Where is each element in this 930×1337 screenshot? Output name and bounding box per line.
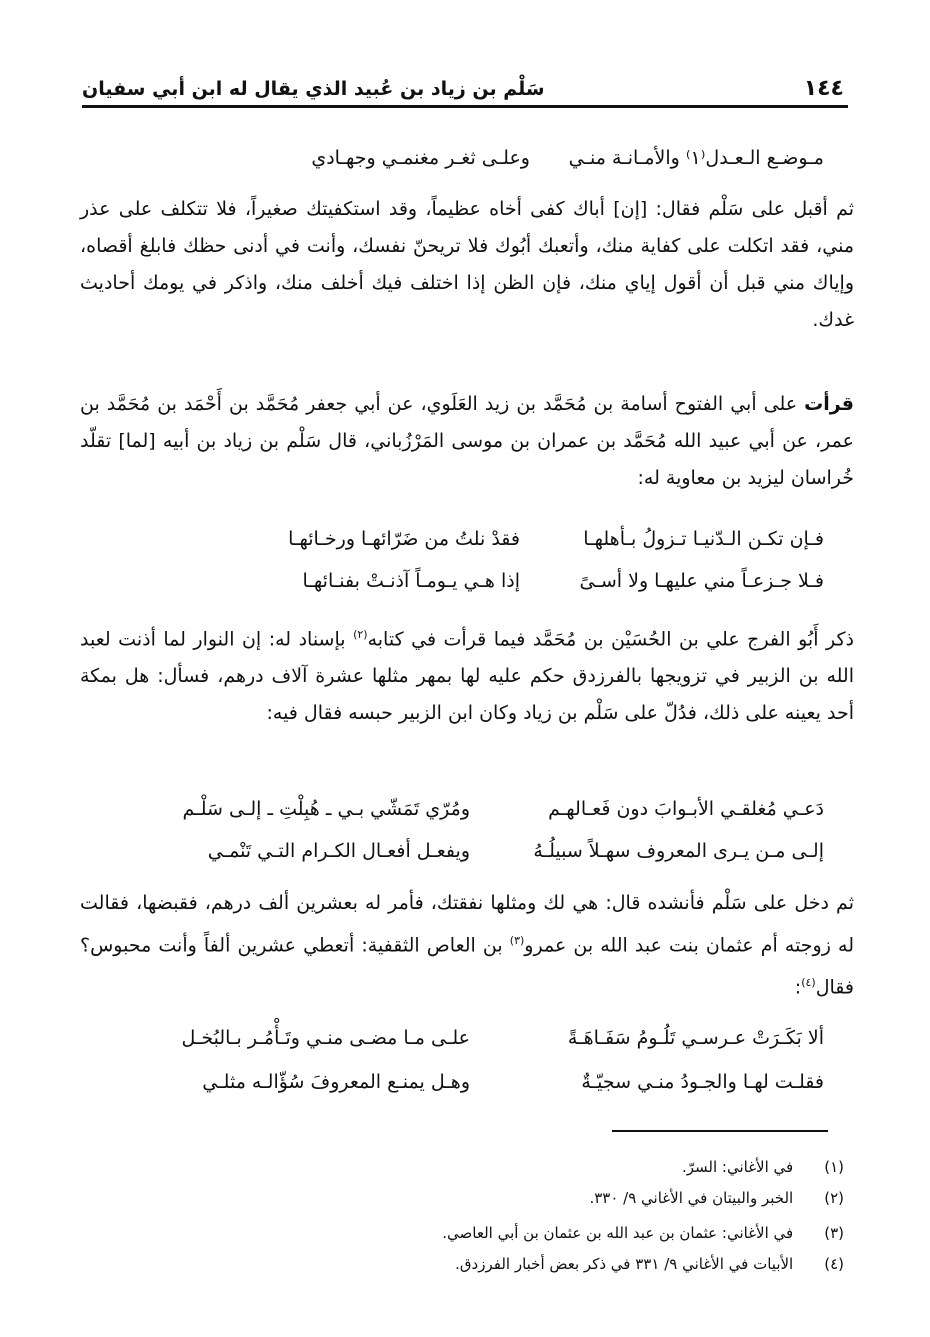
footnote-number: (٣) — [824, 1224, 844, 1242]
footnote-number: (٤) — [824, 1255, 844, 1273]
footnote — [340, 1219, 844, 1247]
footnote-text: الخبر والبيتان في الأغاني ٩/ ٣٣٠. — [589, 1189, 794, 1207]
running-title: سَلْم بن زياد بن عُبيد الذي يقال له ابن أبي سفيان — [82, 78, 545, 100]
footnote-text: في الأغاني: عثمان بن عبد الله بن عثمان بن أبي العاصي. — [442, 1224, 794, 1242]
page-number: ١٤٤ — [803, 76, 844, 101]
paragraph — [80, 885, 854, 1007]
paragraph-text: على أبي الفتوح أسامة بن مُحَمَّد بن زيد العَلَوي، عن أبي جعفر مُحَمَّد بن أَحْمَد بن مُحَمَّد بن عمر، عن أبي عبيد الله مُحَمَّد بن عمران بن موسى المَرْزُباني، قال سَلْم بن زياد بن أبيه [لما] تقلّد خُراسان ليزيد بن معاوية له: — [80, 393, 854, 489]
footnote-text: الأبيات في الأغاني ٩/ ٣٣١ في ذكر بعض أخبار الفرزدق. — [455, 1255, 794, 1273]
verse-line — [80, 1064, 854, 1101]
verse-hemistich-second: علـى مـا مضـى منـي وتَـأْمُـر بـالبُخـل — [181, 1027, 470, 1049]
verse-hemistich-first: مـوضـع الـعـدل⁽١⁾ والأمـانـة منـي — [568, 147, 824, 169]
verse-hemistich-second: ومُرّي تَمَشّي بـي ـ هُبِلْتِ ـ إلـى سَلْـم — [182, 798, 470, 820]
verse-line — [80, 521, 854, 558]
verse-hemistich-first: فـإن تكـن الـدّنيـا تـزولُ بـأهلهـا — [583, 528, 824, 550]
paragraph-text: بن العاص الثقفية: أتعطي عشرين ألفاً وأنت محبوس؟ فقال — [80, 934, 854, 999]
footnote — [340, 1153, 844, 1181]
footnote-text: في الأغاني: السرّ. — [681, 1158, 794, 1176]
footnote-ref: (٢) — [353, 628, 368, 641]
footnote — [340, 1250, 844, 1278]
footnote-number: (١) — [824, 1158, 844, 1176]
verse-line — [80, 140, 854, 177]
verse-hemistich-second: إذا هـي يـومـاً آذنـتْ بفنـائهـا — [302, 570, 520, 592]
paragraph-text: ذكر أَبُو الفرج علي بن الحُسَيْن بن مُحَمَّد فيما قرأت في كتابه — [367, 628, 854, 651]
paragraph — [80, 191, 854, 339]
paragraph-text: بإسناد له: إن النوار لما أذنت لعبد الله بن الزبير في تزويجها بالفرزدق حكم عليه لها بمهر مثلها عشرة آلاف درهم، فسأل: هل بمكة أحد يعينه على ذلك، فدُلّ على سَلْم بن زياد وكان ابن الزبير حبسه فقال فيه: — [80, 628, 854, 725]
verse-hemistich-first: إلـى مـن يـرى المعروف سهـلاً سبيلُـهُ — [533, 840, 824, 862]
paragraph-text: ثم أقبل على سَلْم فقال: [إن] أباك كفى أخاه عظيماً، وقد استكفيتك صغيراً، فلا تتكلف على عذر مني، فقد اتكلت على كفاية منك، وأتعبك أبُوك فلا تريحنّ نفسك، وأنت في أدنى حظك فابلغ أقصاه، وإياك مني قبل أن أقول إياي منك، فإن الظن إذا اختلف فيك أخلف منك، واذكر في يومك أحاديث غدك. — [80, 198, 854, 331]
verse-line — [80, 1020, 854, 1057]
footnote-ref: (٣) — [509, 934, 525, 947]
verse-line — [80, 833, 854, 870]
paragraph — [80, 386, 854, 497]
footnote-ref: (٤) — [801, 976, 816, 990]
verse-hemistich-second: فقدْ نلتُ من ضَرّائهـا ورخـائهـا — [288, 528, 520, 550]
paragraph-lead-word: قرأت — [804, 393, 854, 415]
paragraph-text: ثم دخل على سَلْم فأنشده قال: هي لك ومثلها نفقتك، فأمر له بعشرين ألف درهم، فقبضها، فقالت له زوجته أم عثمان بنت عبد الله بن عمرو — [80, 892, 854, 957]
verse-hemistich-first: فقلـت لهـا والجـودُ منـي سجيّـةٌ — [581, 1071, 824, 1093]
footnote-number: (٢) — [824, 1189, 844, 1207]
verse-hemistich-first: ألا بَكَـرَتْ عـرسـي تَلُـومُ سَفَـاهَـةً — [567, 1027, 824, 1049]
footnote — [340, 1184, 844, 1212]
footnote-rule — [612, 1130, 828, 1132]
verse-hemistich-first: دَعـي مُغلقـي الأبـوابَ دون فَعـالهـم — [548, 798, 824, 820]
paragraph-text: : — [794, 976, 802, 999]
verse-hemistich-second: وعلـى ثغـر مغنمـي وجهـادي — [311, 147, 530, 169]
verse-hemistich-second: وهـل يمنـع المعروفَ سُؤّالـه مثلـي — [202, 1071, 470, 1093]
verse-line — [80, 563, 854, 600]
verse-hemistich-second: ويفعـل أفعـال الكـرام التـي تَنْمـي — [207, 840, 470, 862]
verse-hemistich-first: فـلا جـزعـاً مني عليهـا ولا أسـىً — [579, 570, 824, 592]
paragraph — [80, 616, 854, 732]
verse-line — [80, 791, 854, 828]
page-header — [82, 68, 844, 108]
header-rule — [82, 105, 848, 108]
